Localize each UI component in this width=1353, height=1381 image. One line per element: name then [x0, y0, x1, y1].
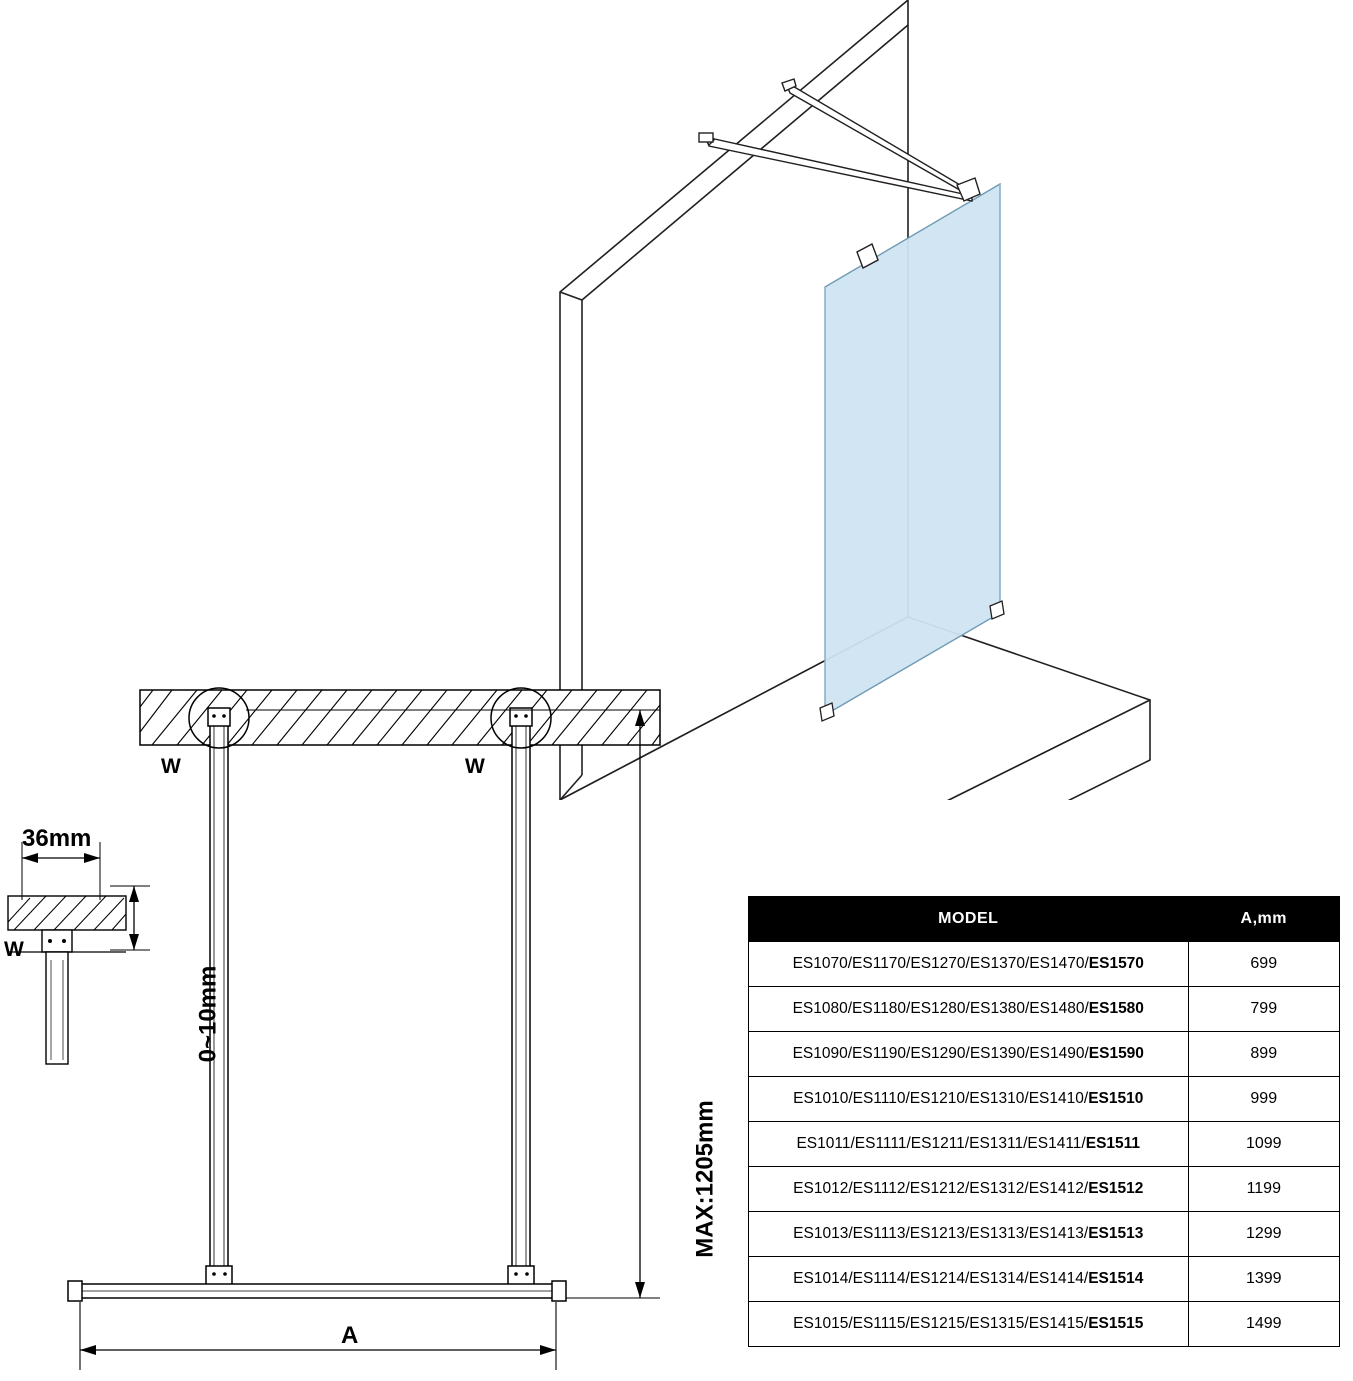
table-row [749, 1212, 1340, 1257]
model-suffix: ES1570 [1088, 955, 1144, 972]
model-suffix: ES1513 [1088, 1225, 1144, 1242]
header-a-mm: A,mm [1188, 897, 1339, 942]
cell-a-mm: 899 [1188, 1032, 1339, 1077]
label-width-a: A [341, 1322, 359, 1349]
cell-model [749, 1122, 1189, 1167]
table-row [749, 1122, 1340, 1167]
label-gap-0-10mm: 0~10mm [194, 965, 222, 1063]
cell-a-mm: 1499 [1188, 1302, 1339, 1347]
model-suffix: ES1515 [1088, 1315, 1144, 1332]
cell-model [749, 1257, 1189, 1302]
cell-a-mm: 1099 [1188, 1122, 1339, 1167]
model-prefix: ES1014/ES1114/ES1214/ES1314/ES1414/ [793, 1270, 1089, 1287]
cell-a-mm: 1199 [1188, 1167, 1339, 1212]
table-row [749, 1077, 1340, 1122]
table-row [749, 942, 1340, 987]
cell-model [749, 1077, 1189, 1122]
table-row [749, 1257, 1340, 1302]
label-max-height: MAX:1205mm [691, 1100, 719, 1258]
model-prefix: ES1013/ES1113/ES1213/ES1313/ES1413/ [793, 1225, 1089, 1242]
label-w-top-left: W [161, 755, 181, 778]
model-prefix: ES1010/ES1110/ES1210/ES1310/ES1410/ [793, 1090, 1089, 1107]
model-prefix: ES1090/ES1190/ES1290/ES1390/ES1490/ [792, 1045, 1089, 1062]
model-suffix: ES1514 [1088, 1270, 1144, 1287]
cell-model [749, 1167, 1189, 1212]
model-prefix: ES1080/ES1180/ES1280/ES1380/ES1480/ [792, 1000, 1089, 1017]
model-spec-table [748, 896, 1340, 1347]
model-prefix: ES1070/ES1170/ES1270/ES1370/ES1470/ [792, 955, 1089, 972]
label-thickness-36mm: 36mm [22, 825, 92, 852]
model-suffix: ES1510 [1088, 1090, 1144, 1107]
cell-model [749, 1212, 1189, 1257]
cell-a-mm: 1299 [1188, 1212, 1339, 1257]
label-w-detail: W [4, 938, 24, 961]
model-suffix: ES1580 [1088, 1000, 1144, 1017]
model-suffix: ES1590 [1088, 1045, 1144, 1062]
model-suffix: ES1512 [1088, 1180, 1144, 1197]
label-w-top-right: W [465, 755, 485, 778]
cell-a-mm: 699 [1188, 942, 1339, 987]
table-row [749, 1302, 1340, 1347]
table-row [749, 1167, 1340, 1212]
table-header-row [749, 897, 1340, 942]
header-model: MODEL [749, 897, 1189, 942]
cell-model [749, 1032, 1189, 1077]
table-row [749, 1032, 1340, 1077]
model-suffix: ES1511 [1085, 1135, 1141, 1152]
model-prefix: ES1015/ES1115/ES1215/ES1315/ES1415/ [793, 1315, 1089, 1332]
detail-view [0, 810, 210, 1110]
model-prefix: ES1012/ES1112/ES1212/ES1312/ES1412/ [793, 1180, 1089, 1197]
cell-a-mm: 999 [1188, 1077, 1339, 1122]
cell-model [749, 942, 1189, 987]
model-prefix: ES1011/ES1111/ES1211/ES1311/ES1411/ [796, 1135, 1086, 1152]
cell-model [749, 987, 1189, 1032]
cell-a-mm: 1399 [1188, 1257, 1339, 1302]
cell-model [749, 1302, 1189, 1347]
cell-a-mm: 799 [1188, 987, 1339, 1032]
table-row [749, 987, 1340, 1032]
